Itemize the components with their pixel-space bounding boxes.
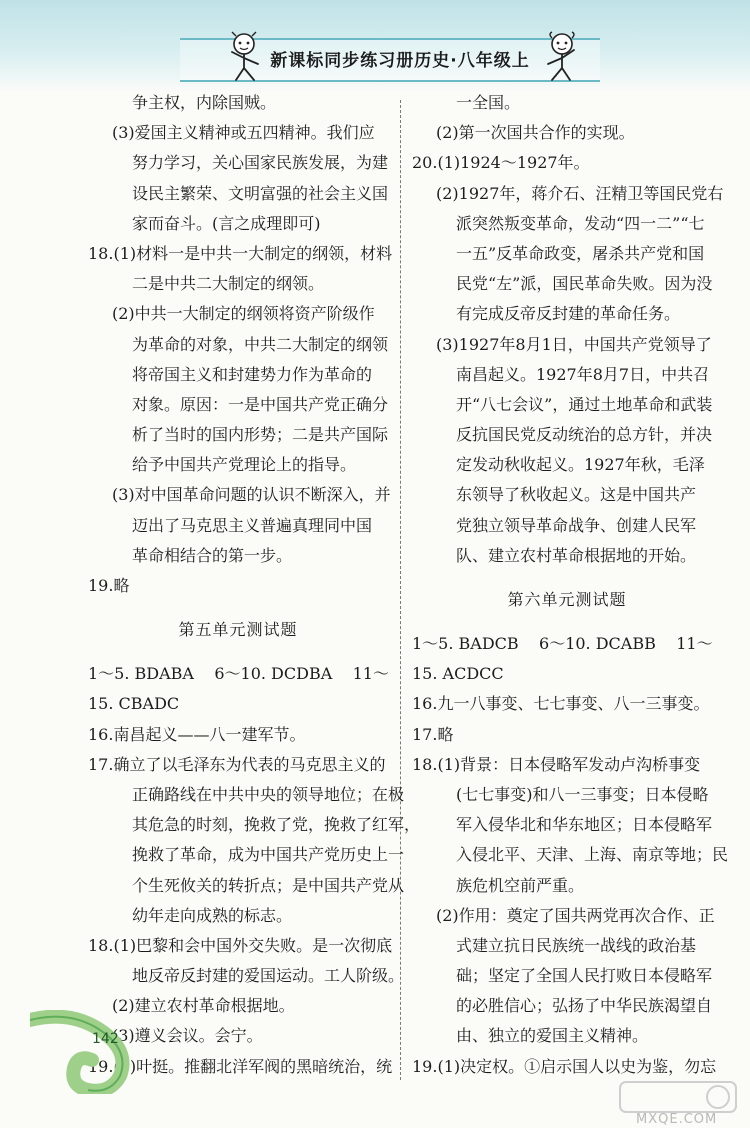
answer-line: 派突然叛变革命，发动“四一二”“七 bbox=[456, 213, 705, 233]
answer-line: 19.(1)叶挺。推翻北洋军阀的黑暗统治，统 bbox=[88, 1056, 393, 1076]
answer-line: 19.(1)决定权。①启示国人以史为鉴，勿忘 bbox=[412, 1056, 717, 1076]
answer-line: 迈出了马克思主义普遍真理同中国 bbox=[132, 515, 373, 535]
answer-line: 15. CBADC bbox=[88, 694, 180, 714]
answer-line: 19.略 bbox=[88, 576, 130, 595]
answer-line: 军入侵华北和华东地区；日本侵略军 bbox=[456, 815, 713, 835]
answer-line: 16.九一八事变、七七事变、八一三事变。 bbox=[412, 694, 710, 714]
section-heading: 第五单元测试题 bbox=[178, 620, 298, 640]
answer-line: 入侵北平、天津、上海、南京等地；民 bbox=[456, 845, 729, 865]
answer-line: 革命相结合的第一步。 bbox=[132, 545, 293, 565]
answer-line: 18.(1)背景：日本侵略军发动卢沟桥事变 bbox=[412, 754, 701, 774]
answer-line: 二是中共二大制定的纲领。 bbox=[132, 274, 325, 294]
corner-swirl-decoration-icon bbox=[30, 1010, 140, 1094]
answer-line: (3)爱国主义精神或五四精神。我们应 bbox=[112, 123, 375, 143]
answer-line: (七七事变)和八一三事变；日本侵略 bbox=[456, 784, 709, 804]
answer-line: 式建立抗日民族统一战线的政治基 bbox=[456, 935, 697, 955]
answer-line: (2)第一次国共合作的实现。 bbox=[436, 123, 635, 143]
answer-line: 开“八七会议”，通过土地革命和武装 bbox=[456, 394, 713, 414]
answer-line: 给予中国共产党理论上的指导。 bbox=[132, 455, 357, 475]
answer-line: 15. ACDCC bbox=[412, 664, 504, 684]
answer-line: 南昌起义。1927年8月7日，中共召 bbox=[456, 364, 710, 384]
answer-line: 幼年走向成熟的标志。 bbox=[132, 905, 293, 925]
answer-line: 一五”反革命政变，屠杀共产党和国 bbox=[456, 243, 705, 263]
answer-line: 反抗国民党反动统治的总方针，并决 bbox=[456, 425, 713, 445]
page-header bbox=[0, 0, 750, 92]
answer-line: 析了当时的国内形势；二是共产国际 bbox=[132, 425, 389, 445]
answer-line: 20.(1)1924～1927年。 bbox=[412, 153, 590, 173]
answer-line: 有完成反帝反封建的革命任务。 bbox=[456, 304, 681, 324]
answer-line: (2)1927年，蒋介石、汪精卫等国民党右 bbox=[436, 183, 724, 203]
answer-line: 础；坚定了全国人民打败日本侵略军 bbox=[456, 966, 713, 986]
answer-line: 18.(1)材料一是中共一大制定的纲领，材料 bbox=[88, 243, 393, 263]
header-title: 新课标同步练习册历史·八年级上 bbox=[270, 51, 530, 71]
answer-line: 努力学习，关心国家民族发展，为建 bbox=[132, 153, 389, 173]
answer-line: 地反帝反封建的爱国运动。工人阶级。 bbox=[132, 966, 405, 986]
answer-line: 族危机空前严重。 bbox=[456, 875, 585, 895]
answer-line: 挽救了革命，成为中国共产党历史上一 bbox=[132, 845, 405, 865]
answer-line: 1～5. BADCB 6～10. DCABB 11～ bbox=[412, 634, 713, 653]
answer-line: 队、建立农村革命根据地的开始。 bbox=[456, 545, 697, 565]
answer-line: (2)作用：奠定了国共两党再次合作、正 bbox=[436, 905, 715, 925]
answer-line: 17.确立了以毛泽东为代表的马克思主义的 bbox=[88, 754, 386, 774]
watermark-text: MXQE.COM bbox=[636, 1112, 718, 1127]
answer-line: 16.南昌起义——八一建军节。 bbox=[88, 724, 306, 744]
answer-line: 将帝国主义和封建势力作为革命的 bbox=[132, 364, 373, 384]
column-divider bbox=[400, 100, 401, 1080]
answer-line: 对象。原因：一是中国共产党正确分 bbox=[132, 394, 389, 414]
answer-line: 18.(1)巴黎和会中国外交失败。是一次彻底 bbox=[88, 935, 393, 955]
answer-line: 为革命的对象，中共二大制定的纲领 bbox=[132, 334, 389, 354]
answer-line: 的必胜信心；弘扬了中华民族渴望自 bbox=[456, 996, 713, 1016]
answer-line: 设民主繁荣、文明富强的社会主义国 bbox=[132, 183, 389, 203]
answer-line: 其危急的时刻，挽救了党，挽救了红军， bbox=[132, 815, 421, 835]
cartoon-kid-right-icon bbox=[540, 30, 584, 82]
left-answer-column bbox=[88, 88, 421, 1082]
answer-line: (3)对中国革命问题的认识不断深入，并 bbox=[112, 485, 391, 505]
section-heading: 第六单元测试题 bbox=[507, 590, 627, 609]
answer-line: 正确路线在中共中央的领导地位；在极 bbox=[132, 784, 405, 804]
answer-line: 党独立领导革命战争、创建人民军 bbox=[456, 515, 697, 535]
answer-line: 由、独立的爱国主义精神。 bbox=[456, 1026, 649, 1046]
answer-line: 个生死攸关的转折点；是中国共产党从 bbox=[132, 875, 405, 895]
answer-line: 定发动秋收起义。1927年秋，毛泽 bbox=[456, 455, 705, 475]
answer-line: 争主权，内除国贼。 bbox=[132, 93, 277, 112]
answer-line: 一全国。 bbox=[456, 93, 521, 112]
answer-line: (2)中共一大制定的纲领将资产阶级作 bbox=[112, 304, 375, 324]
answer-line: (3)1927年8月1日，中国共产党领导了 bbox=[436, 334, 712, 354]
answer-line: 民党“左”派，国民革命失败。因为没 bbox=[456, 274, 713, 294]
right-answer-column bbox=[412, 88, 729, 1082]
answer-line: 1～5. BDABA 6～10. DCDBA 11～ bbox=[88, 664, 389, 684]
page-number: 142 bbox=[92, 1031, 119, 1047]
answer-line: (2)建立农村革命根据地。 bbox=[112, 996, 295, 1016]
answer-line: 家而奋斗。(言之成理即可) bbox=[132, 213, 321, 233]
answer-line: (3)遵义会议。会宁。 bbox=[112, 1026, 263, 1046]
answer-line: 17.略 bbox=[412, 724, 454, 744]
answer-line: 东领导了秋收起义。这是中国共产 bbox=[456, 485, 697, 505]
